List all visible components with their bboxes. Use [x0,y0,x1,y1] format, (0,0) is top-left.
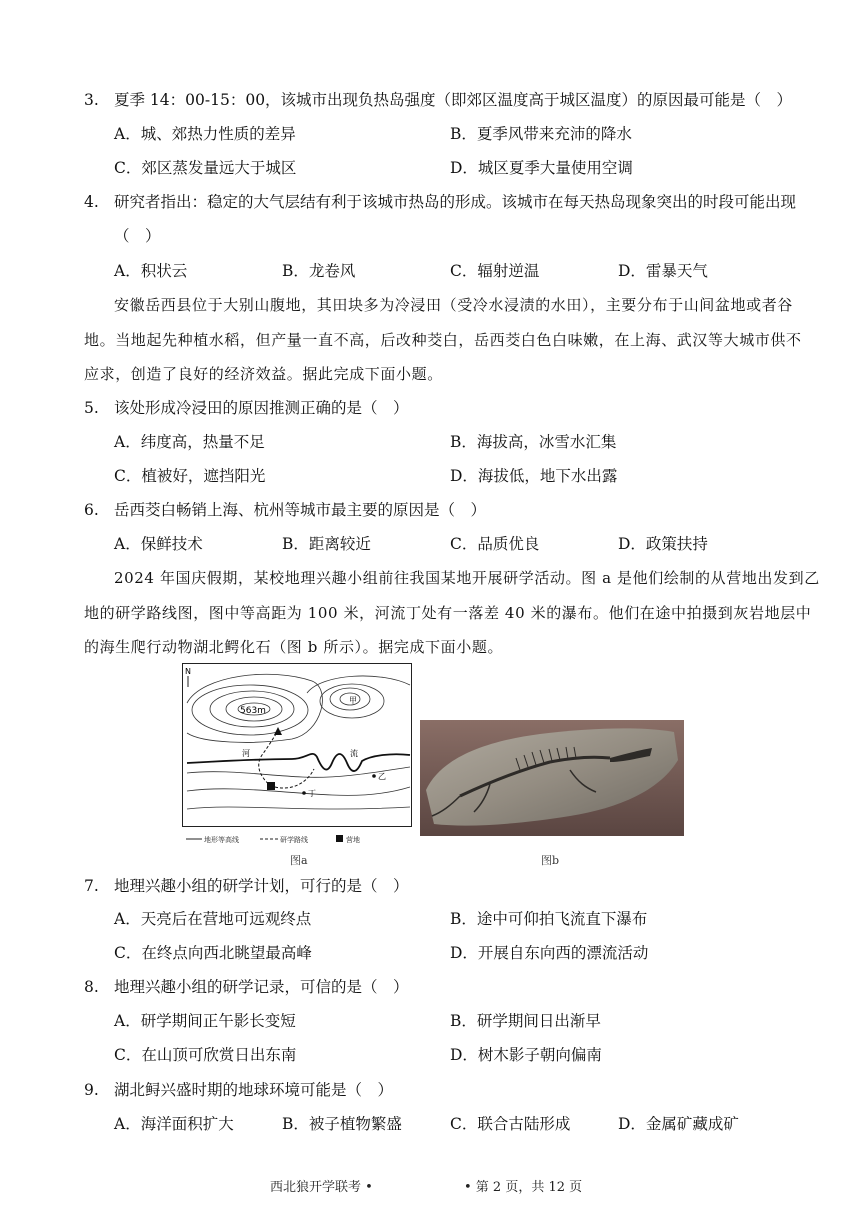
yi-point-icon [372,774,376,778]
question-text: 地理兴趣小组的研学计划，可行的是（ ） [114,877,409,895]
question-number: 8. [84,978,99,996]
q9-option-d: D．金属矿藏成矿 [618,1115,739,1133]
question-7-stem [84,876,409,896]
q6-option-d: D．政策扶持 [618,535,708,553]
q5-option-b: B．海拔高，冰雪水汇集 [450,433,617,451]
q6-option-a: A．保鲜技术 [114,535,203,553]
question-number: 9. [84,1081,99,1099]
passage1-line2: 地。当地起先种植水稻，但产量一直不高，后改种茭白，岳西茭白色白味嫩，在上海、武汉等大城市供不 [84,331,802,349]
question-text: 夏季 14：00-15：00，该城市出现负热岛强度（即郊区温度高于城区温度）的原因最可能是（ ） [114,91,793,109]
figure-b-fossil-photo [420,720,684,836]
passage2-line1: 2024 年国庆假期，某校地理兴趣小组前往我国某地开展研学活动。图 a 是他们绘制的从营地出发到乙 [114,569,820,587]
footer-page-number: • 第 2 页，共 12 页 [464,1180,583,1195]
q6-option-c: C．品质优良 [450,535,540,553]
question-8-stem [84,977,409,997]
river-char-2: 流 [350,749,358,758]
question-3-stem [84,90,792,110]
north-label: N [185,667,191,676]
q9-option-b: B．被子植物繁盛 [282,1115,402,1133]
q4-option-b: B．龙卷风 [282,262,356,280]
peak-jia-label: 甲 [349,696,357,705]
q3-option-b: B．夏季风带来充沛的降水 [450,125,632,143]
question-text: 该处形成冷浸田的原因推测正确的是（ ） [114,399,409,417]
question-text: 岳西茭白畅销上海、杭州等城市最主要的原因是（ ） [114,501,487,519]
camp-icon [267,782,275,790]
q9-option-a: A．海洋面积扩大 [114,1115,234,1133]
passage2-line2: 地的研学路线图，图中等高距为 100 米，河流丁处有一落差 40 米的瀑布。他们在途中拍摄到灰岩地层中 [84,604,812,622]
passage2-line3: 的海生爬行动物湖北鳄化石（图 b 所示）。据完成下面小题。 [84,638,504,656]
legend-route: 研学路线 [280,836,308,844]
legend-camp: 营地 [346,836,360,844]
q8-option-b: B．研学期间日出渐早 [450,1012,601,1030]
question-9-stem [84,1080,393,1100]
q5-option-a: A．纬度高，热量不足 [114,433,265,451]
passage1-line1: 安徽岳西县位于大别山腹地，其田块多为冷浸田（受冷水浸渍的水田），主要分布于山间盆地或者谷 [114,296,793,314]
q4-option-d: D．雷暴天气 [618,262,708,280]
figure-b-caption: 图b [541,854,560,867]
footer-title: 西北狼开学联考 • [270,1180,373,1195]
q7-option-c: C．在终点向西北眺望最高峰 [114,944,312,962]
q3-option-d: D．城区夏季大量使用空调 [450,159,633,177]
ding-label: 丁 [308,789,316,798]
q3-option-a: A．城、郊热力性质的差异 [114,125,296,143]
ding-point-icon [302,791,306,795]
question-number: 3. [84,91,99,109]
passage1-line3: 应求，创造了良好的经济效益。据此完成下面小题。 [84,365,443,383]
q5-option-d: D．海拔低，地下水出露 [450,467,618,485]
q7-option-d: D．开展自东向西的漂流活动 [450,944,649,962]
figure-a-caption: 图a [290,854,308,867]
question-text: 湖北鲟兴盛时期的地球环境可能是（ ） [114,1081,394,1099]
question-5-stem [84,398,409,418]
legend-contour: 地形等高线 [204,836,239,844]
figure-a-contour-map [182,663,414,847]
question-number: 7. [84,877,99,895]
q4-option-c: C．辐射逆温 [450,262,540,280]
q5-option-c: C．植被好，遮挡阳光 [114,467,266,485]
q7-option-a: A．天亮后在营地可远观终点 [114,910,312,928]
question-text: 研究者指出：稳定的大气层结有利于该城市热岛的形成。该城市在每天热岛现象突出的时段可能出现 [114,193,797,211]
q8-option-a: A．研学期间正午影长变短 [114,1012,296,1030]
legend [186,835,360,844]
yi-label: 乙 [378,772,386,781]
q8-option-c: C．在山顶可欣赏日出东南 [114,1046,297,1064]
question-number: 6. [84,501,99,519]
question-4-stem [84,192,796,212]
question-6-stem [84,500,486,520]
q9-option-c: C．联合古陆形成 [450,1115,571,1133]
q6-option-b: B．距离较近 [282,535,371,553]
peak-563-label: 563m [240,706,266,716]
question-number: 4. [84,193,99,211]
river-char-1: 河 [242,749,250,758]
q8-option-d: D．树木影子朝向偏南 [450,1046,602,1064]
q7-option-b: B．途中可仰拍飞流直下瀑布 [450,910,648,928]
question-4-stem-cont: （ ） [114,227,161,245]
q4-option-a: A．积状云 [114,262,188,280]
question-text: 地理兴趣小组的研学记录，可信的是（ ） [114,978,409,996]
q3-option-c: C．郊区蒸发量远大于城区 [114,159,297,177]
question-number: 5. [84,399,99,417]
